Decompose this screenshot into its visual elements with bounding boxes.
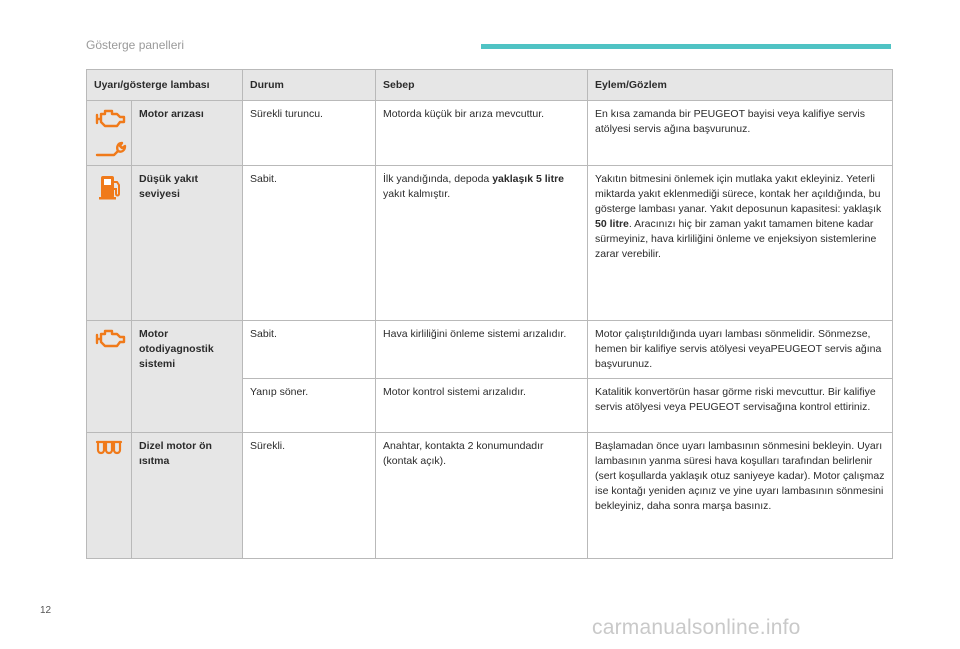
lamp-cause: Anahtar, kontakta 2 konumundadır (kontak açık). — [376, 433, 588, 559]
lamp-name: Düşük yakıt seviyesi — [132, 166, 243, 321]
wrench-icon — [94, 137, 128, 159]
fuel-pump-icon — [94, 172, 124, 202]
table-header-row — [87, 70, 893, 101]
lamp-status: Sabit. — [243, 166, 376, 321]
table-row — [87, 321, 893, 379]
page-number: 12 — [40, 605, 52, 616]
lamp-cause: Motorda küçük bir arıza mevcuttur. — [376, 101, 588, 166]
lamp-name: Motor otodiyagnostik sistemi — [132, 321, 243, 433]
lamp-icons — [87, 433, 132, 559]
lamp-cause: Hava kirliliğini önleme sistemi arızalıdır. — [376, 321, 588, 379]
header-cause: Sebep — [376, 70, 588, 101]
lamp-action: Başlamadan önce uyarı lambasının sönmesini bekleyin. Uyarı lambasının yanma süresi hava koşulları tarafından belirlenir (sert koşullarda yaklaşık otuz saniyeye kadar). Motor çalışmaz ise kontağı yeniden açınız ve yine uyarı lambasının sönmesini bekleyiniz, daha sonra marşa basınız. — [588, 433, 893, 559]
section-title: Gösterge panelleri — [86, 38, 185, 52]
lamp-action: Katalitik konvertörün hasar görme riski mevcuttur. Bir kalifiye servis atölyesi veya PEUGEOT servisağına kontrol ettiriniz. — [588, 379, 893, 433]
lamp-icons — [87, 101, 132, 166]
glow-plug-icon — [94, 439, 124, 457]
lamp-icons — [87, 166, 132, 321]
table-row — [87, 433, 893, 559]
table-row — [87, 101, 893, 166]
header-action: Eylem/Gözlem — [588, 70, 893, 101]
lamp-status: Sabit. — [243, 321, 376, 379]
header-status: Durum — [243, 70, 376, 101]
lamp-status: Sürekli. — [243, 433, 376, 559]
lamp-icons — [87, 321, 132, 433]
table-row — [87, 166, 893, 321]
lamp-status: Yanıp söner. — [243, 379, 376, 433]
lamp-cause: Motor kontrol sistemi arızalıdır. — [376, 379, 588, 433]
lamp-action: En kısa zamanda bir PEUGEOT bayisi veya kalifiye servis atölyesi servis ağına başvurunuz. — [588, 101, 893, 166]
header-accent-bar — [481, 44, 891, 49]
lamp-action: Yakıtın bitmesini önlemek için mutlaka yakıt ekleyiniz. Yeterli miktarda yakıt eklenmediği sürece, kontak her açıldığında, bu gösterge lambası yanar. Yakıt deposunun kapasitesi: yaklaşık 50 litre. Aracınızı hiç bir zaman yakıt tamamen bitene kadar sürmeyiniz, hava kirliliğini önleme ve enjeksiyon sistemlerine zarar verebilir. — [588, 166, 893, 321]
lamp-name: Dizel motor ön ısıtma — [132, 433, 243, 559]
warning-lamps-table — [86, 69, 893, 559]
engine-icon — [94, 327, 128, 349]
watermark: carmanualsonline.info — [592, 616, 801, 639]
lamp-action: Motor çalıştırıldığında uyarı lambası sönmelidir. Sönmezse, hemen bir kalifiye servis atölyesi veyaPEUGEOT servis ağına başvurunuz. — [588, 321, 893, 379]
header-lamp: Uyarı/gösterge lambası — [87, 70, 243, 101]
tank-capacity: 50 litre — [595, 218, 629, 230]
engine-icon — [94, 107, 128, 129]
fuel-remaining: yaklaşık 5 litre — [492, 173, 564, 185]
lamp-status: Sürekli turuncu. — [243, 101, 376, 166]
lamp-cause: İlk yandığında, depoda yaklaşık 5 litre yakıt kalmıştır. — [376, 166, 588, 321]
lamp-name: Motor arızası — [132, 101, 243, 166]
